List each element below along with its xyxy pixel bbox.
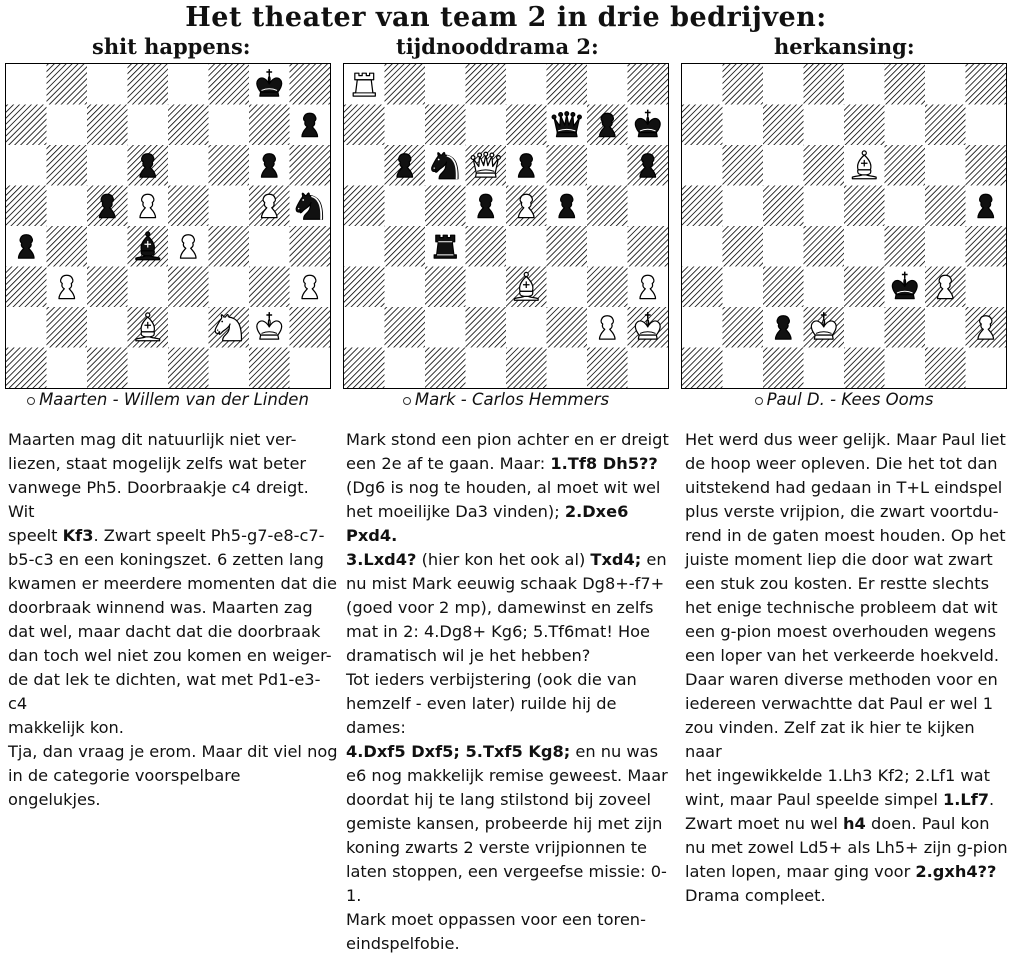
dark-square	[425, 267, 466, 308]
commentary-paragraph	[8, 428, 338, 740]
dark-square	[628, 64, 669, 105]
dark-square	[547, 64, 588, 105]
dark-square	[844, 186, 885, 227]
light-square	[209, 348, 250, 389]
dark-square	[723, 64, 764, 105]
light-square	[587, 226, 628, 267]
chess-move: 2.gxh4??	[915, 862, 997, 881]
light-square	[885, 186, 926, 227]
dark-square	[682, 348, 723, 389]
dark-square	[47, 226, 88, 267]
dark-square	[128, 64, 169, 105]
dark-square	[425, 348, 466, 389]
commentary-paragraph	[685, 428, 1010, 908]
dark-square	[723, 307, 764, 348]
dark-square	[6, 267, 47, 308]
light-square	[290, 348, 331, 389]
text-run: Tja, dan vraag je erom. Maar dit viel nog in de categorie voorspelbare ongelukjes.	[8, 742, 338, 809]
light-square	[628, 348, 669, 389]
dark-square	[47, 145, 88, 186]
dark-square	[425, 186, 466, 227]
light-square	[128, 267, 169, 308]
text-run: Het werd dus weer gelijk. Maar Paul liet de hoop weer opleven. Die het tot dan uitstekend had gedaan in T+L eindspel plus verste vrijpion, die zwart voortdu- rend in de gaten moest houden. Op het juiste moment liep die door wat zwart een stuk zou kosten. Er restte slechts het enige technische probleem dat wit een g-pion moest overhouden wegens een loper van het verkeerde hoekveld. Daar waren diverse methoden voor en iedereen verwachtte dat Paul er wel 1 zou vinden. Zelf zat ik hier te kijken naar het ingewikkelde 1.Lh3 Kf2; 2.Lf1 wat wint, maar Paul speelde simpel	[685, 430, 1006, 809]
commentary-game-3	[685, 428, 1010, 908]
light-square	[587, 64, 628, 105]
light-square	[925, 226, 966, 267]
light-square	[966, 348, 1007, 389]
dark-square	[466, 64, 507, 105]
light-square	[723, 105, 764, 146]
dark-square	[885, 307, 926, 348]
dark-square	[547, 307, 588, 348]
light-square	[6, 307, 47, 348]
dark-square	[682, 267, 723, 308]
light-square	[425, 64, 466, 105]
light-square	[344, 226, 385, 267]
light-square	[804, 105, 845, 146]
dark-square	[723, 145, 764, 186]
light-square	[168, 307, 209, 348]
light-square	[966, 267, 1007, 308]
light-square	[682, 307, 723, 348]
board-graphic	[682, 64, 1006, 388]
dark-square	[547, 145, 588, 186]
dark-square	[249, 105, 290, 146]
light-square	[804, 186, 845, 227]
dark-square	[763, 348, 804, 389]
light-square	[385, 267, 426, 308]
text-run: en nu mist Mark eeuwig schaak Dg8+-f7+ (goed voor 2 mp), damewinst en zelfs mat in 2: 4.Dg8+ Kg6; 5.Tf6mat! Hoe dramatisch wil je het hebben?	[346, 550, 667, 665]
text-run: . Zwart speelt Ph5-g7-e8-c7- b5-c3 en een koningszet. 6 zetten lang kwamen er meerdere momenten dat die doorbraak winnend was. Maarten zag dat wel, maar dacht dat die doorbraak dan toch wel niet zou komen en weiger- de dat lek te dichten, wat met Pd1-e3-c4 makkelijk kon.	[8, 526, 337, 737]
dark-square	[6, 186, 47, 227]
text-run: Drama compleet.	[685, 886, 826, 905]
light-square	[249, 226, 290, 267]
dark-square	[844, 105, 885, 146]
dark-square	[168, 186, 209, 227]
light-square	[466, 267, 507, 308]
dark-square	[885, 145, 926, 186]
dark-square	[763, 105, 804, 146]
chess-move: 2.Dxe6 Pxd4. 3.Lxd4?	[346, 502, 629, 569]
light-square	[128, 348, 169, 389]
light-square	[506, 64, 547, 105]
light-square	[763, 64, 804, 105]
dark-square	[925, 105, 966, 146]
dark-square	[168, 105, 209, 146]
light-square	[885, 348, 926, 389]
light-square	[628, 186, 669, 227]
players-label: Maarten - Willem van der Linden	[39, 390, 309, 409]
light-square	[925, 64, 966, 105]
dark-square	[290, 145, 331, 186]
dark-square	[587, 267, 628, 308]
light-square	[506, 307, 547, 348]
page-title: Het theater van team 2 in drie bedrijven:	[185, 2, 827, 33]
light-square	[506, 226, 547, 267]
white-rook-icon	[353, 73, 375, 96]
dark-square	[506, 348, 547, 389]
caption-game-1	[5, 389, 331, 411]
dark-square	[804, 145, 845, 186]
caption-game-2	[343, 389, 669, 411]
text-run: (Dg6 is nog te houden, al moet wit wel het moeilijke Da3 vinden);	[346, 478, 661, 521]
light-square	[168, 64, 209, 105]
light-square	[385, 186, 426, 227]
dark-square	[290, 307, 331, 348]
light-square	[87, 226, 128, 267]
dark-square	[290, 226, 331, 267]
chess-move: Txd4;	[590, 550, 642, 569]
light-square	[209, 186, 250, 227]
dark-square	[723, 226, 764, 267]
dark-square	[425, 105, 466, 146]
light-square	[925, 307, 966, 348]
chess-move: Kf3	[62, 526, 94, 545]
dark-square	[587, 186, 628, 227]
light-square	[47, 186, 88, 227]
dark-square	[385, 64, 426, 105]
commentary-paragraph	[346, 428, 676, 668]
dark-square	[925, 186, 966, 227]
dark-square	[47, 64, 88, 105]
light-square	[587, 145, 628, 186]
dark-square	[168, 267, 209, 308]
commentary-game-2	[346, 428, 676, 956]
caption-game-3	[681, 389, 1007, 411]
dark-square	[547, 226, 588, 267]
board-graphic	[6, 64, 330, 388]
dark-square	[87, 105, 128, 146]
commentary-paragraph	[346, 668, 676, 956]
text-run: . Zwart moet nu wel	[685, 790, 995, 833]
light-square	[87, 64, 128, 105]
light-square	[763, 145, 804, 186]
light-square	[47, 105, 88, 146]
chess-move: 1.Lf7	[942, 790, 990, 809]
dark-square	[6, 348, 47, 389]
light-square	[6, 145, 47, 186]
chess-move: 1.Tf8 Dh5??	[550, 454, 658, 473]
chess-move: 4.Dxf5 Dxf5; 5.Txf5 Kg8;	[346, 742, 571, 761]
light-square	[385, 105, 426, 146]
chess-move: h4	[843, 814, 866, 833]
dark-square	[466, 226, 507, 267]
light-square	[723, 186, 764, 227]
dark-square	[344, 105, 385, 146]
dark-square	[87, 348, 128, 389]
chess-board-3	[681, 63, 1007, 389]
dark-square	[168, 348, 209, 389]
light-square	[87, 145, 128, 186]
dark-square	[506, 105, 547, 146]
light-square	[128, 105, 169, 146]
black-rook-icon	[434, 235, 456, 258]
dark-square	[587, 348, 628, 389]
dark-square	[290, 64, 331, 105]
dark-square	[249, 267, 290, 308]
dark-square	[47, 307, 88, 348]
dark-square	[209, 226, 250, 267]
light-square	[344, 145, 385, 186]
light-square	[466, 105, 507, 146]
dark-square	[385, 226, 426, 267]
light-square	[168, 145, 209, 186]
light-square	[87, 307, 128, 348]
light-square	[804, 348, 845, 389]
light-square	[844, 64, 885, 105]
commentary-paragraph	[8, 740, 338, 812]
text-run: Mark stond een pion achter en er dreigt een 2e af te gaan. Maar:	[346, 430, 669, 473]
light-square	[344, 307, 385, 348]
light-square	[682, 226, 723, 267]
dark-square	[385, 307, 426, 348]
light-square	[547, 267, 588, 308]
chess-board-1	[5, 63, 331, 389]
light-square	[966, 105, 1007, 146]
light-square	[723, 267, 764, 308]
light-square	[209, 267, 250, 308]
dark-square	[344, 186, 385, 227]
light-square	[844, 226, 885, 267]
dark-square	[209, 145, 250, 186]
players-label: Paul D. - Kees Ooms	[766, 390, 934, 409]
dark-square	[966, 64, 1007, 105]
dark-square	[966, 226, 1007, 267]
text-run: Tot ieders verbijstering (ook die van hemzelf - even later) ruilde hij de dames:	[346, 670, 637, 737]
light-square	[547, 348, 588, 389]
bullet-icon	[403, 397, 411, 405]
subtitle-game-3: herkansing:	[774, 34, 915, 59]
dark-square	[628, 226, 669, 267]
dark-square	[209, 64, 250, 105]
dark-square	[885, 226, 926, 267]
light-square	[723, 348, 764, 389]
light-square	[763, 226, 804, 267]
players-label: Mark - Carlos Hemmers	[414, 390, 610, 409]
dark-square	[804, 226, 845, 267]
chess-board-2	[343, 63, 669, 389]
light-square	[925, 145, 966, 186]
dark-square	[344, 267, 385, 308]
text-run: doen. Paul kon nu met zowel Ld5+ als Lh5+ zijn g-pion laten lopen, maar ging voor	[685, 814, 1008, 881]
dark-square	[925, 348, 966, 389]
commentary-game-1	[8, 428, 338, 812]
dark-square	[844, 267, 885, 308]
dark-square	[844, 348, 885, 389]
light-square	[6, 64, 47, 105]
dark-square	[763, 267, 804, 308]
dark-square	[763, 186, 804, 227]
text-run: Maarten mag dit natuurlijk niet ver- liezen, staat mogelijk zelfs wat beter vanwege Ph5. Doorbraakje c4 dreigt. Wit speelt	[8, 430, 309, 545]
text-run: en nu was e6 nog makkelijk remise geweest. Maar doordat hij te lang stilstond bij zoveel gemiste kansen, probeerde hij met zijn koning zwarts 2 verste vrijpionnen te laten stoppen, een vergeefse missie: 0-1. Mark moet oppassen voor een toren- eindspelfobie.	[346, 742, 668, 953]
board-graphic	[344, 64, 668, 388]
light-square	[209, 105, 250, 146]
dark-square	[344, 348, 385, 389]
light-square	[682, 145, 723, 186]
dark-square	[966, 145, 1007, 186]
bullet-icon	[755, 397, 763, 405]
text-run: (hier kon het ook al)	[416, 550, 591, 569]
light-square	[885, 105, 926, 146]
bullet-icon	[27, 397, 35, 405]
light-square	[466, 348, 507, 389]
subtitle-game-2: tijdnooddrama 2:	[396, 34, 599, 59]
subtitle-game-1: shit happens:	[92, 34, 251, 59]
dark-square	[885, 64, 926, 105]
dark-square	[6, 105, 47, 146]
light-square	[385, 348, 426, 389]
dark-square	[804, 64, 845, 105]
dark-square	[87, 267, 128, 308]
dark-square	[682, 105, 723, 146]
dark-square	[466, 307, 507, 348]
light-square	[425, 307, 466, 348]
dark-square	[682, 186, 723, 227]
light-square	[804, 267, 845, 308]
dark-square	[249, 348, 290, 389]
light-square	[844, 307, 885, 348]
light-square	[47, 348, 88, 389]
light-square	[682, 64, 723, 105]
